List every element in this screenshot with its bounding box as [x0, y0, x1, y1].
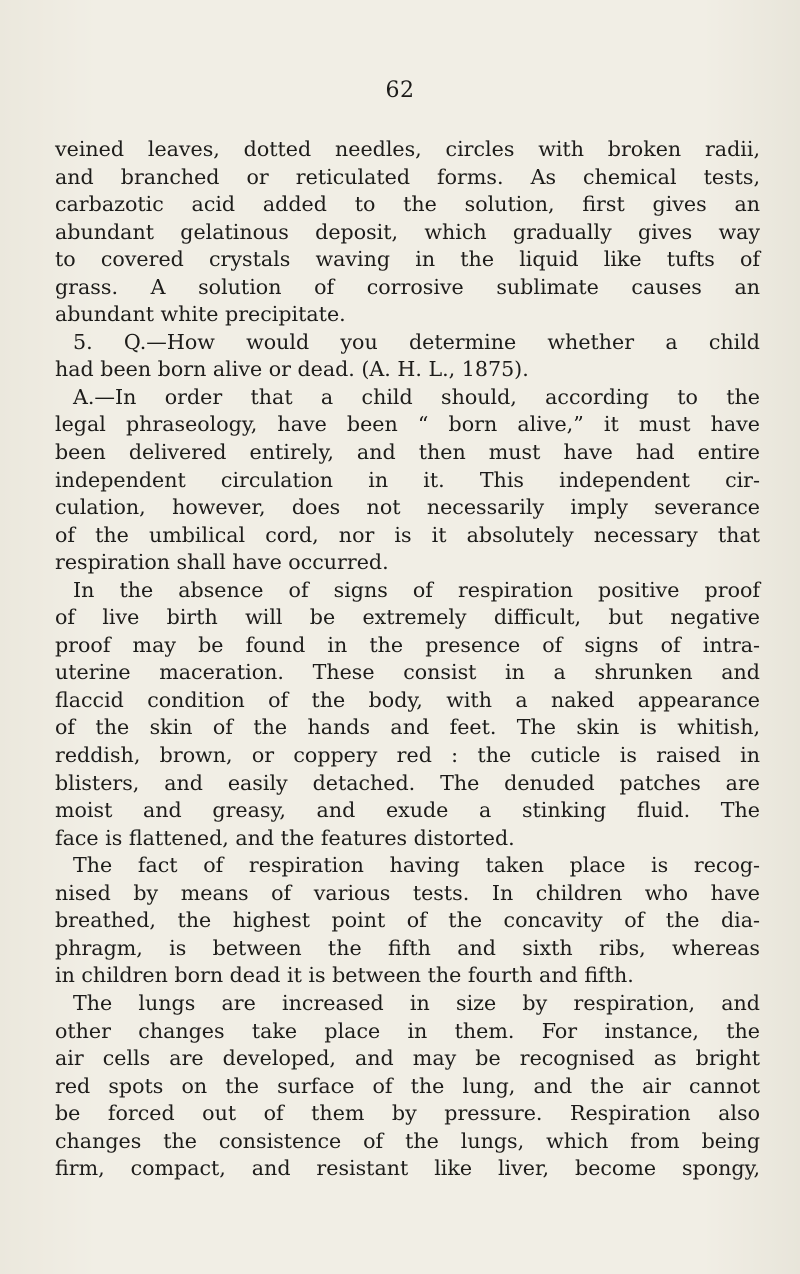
- text-line: independent circulation in it. This independent cir-: [55, 467, 760, 492]
- text-line: be forced out of them by pressure. Respiration also: [55, 1101, 760, 1126]
- text-line: uterine maceration. These consist in a shrunken and: [55, 660, 760, 685]
- text-line: air cells are developed, and may be recognised as bright: [55, 1046, 760, 1071]
- body-text: [55, 136, 760, 1183]
- text-line: carbazotic acid added to the solution, first gives an: [55, 192, 760, 217]
- text-line: The fact of respiration having taken place is recog-: [73, 853, 760, 878]
- text-line: moist and greasy, and exude a stinking fluid. The: [55, 798, 760, 823]
- text-line: firm, compact, and resistant like liver, become spongy,: [55, 1156, 760, 1181]
- text-line: in children born dead it is between the fourth and fifth.: [55, 963, 634, 988]
- text-line: phragm, is between the fifth and sixth ribs, whereas: [55, 935, 760, 960]
- text-line: of live birth will be extremely difficult, but negative: [55, 605, 760, 630]
- text-line: abundant white precipitate.: [55, 302, 346, 327]
- text-line: of the umbilical cord, nor is it absolutely necessary that: [55, 522, 760, 547]
- text-line: grass. A solution of corrosive sublimate causes an: [55, 274, 760, 299]
- text-line: In the absence of signs of respiration positive proof: [73, 577, 760, 602]
- text-line: nised by means of various tests. In children who have: [55, 880, 760, 905]
- page-number: 62: [385, 78, 415, 103]
- text-line: face is flattened, and the features distorted.: [55, 825, 515, 850]
- text-line: red spots on the surface of the lung, and the air cannot: [55, 1073, 760, 1098]
- text-line: been delivered entirely, and then must have had entire: [55, 440, 760, 465]
- text-line: veined leaves, dotted needles, circles with broken radii,: [55, 137, 760, 161]
- text-line: changes the consistence of the lungs, which from being: [55, 1128, 760, 1153]
- text-line: and branched or reticulated forms. As chemical tests,: [55, 164, 760, 189]
- text-line: legal phraseology, have been “ born alive,” it must have: [55, 412, 760, 437]
- text-line: to covered crystals waving in the liquid like tufts of: [55, 247, 760, 272]
- text-line: other changes take place in them. For instance, the: [55, 1018, 760, 1043]
- text-line: 5. Q.—How would you determine whether a child: [73, 329, 760, 354]
- text-line: of the skin of the hands and feet. The skin is whitish,: [55, 715, 760, 740]
- text-line: The lungs are increased in size by respiration, and: [73, 990, 760, 1015]
- text-line: blisters, and easily detached. The denuded patches are: [55, 770, 760, 795]
- text-line: had been born alive or dead. (A. H. L., 1875).: [55, 357, 529, 382]
- text-line: reddish, brown, or coppery red : the cuticle is raised in: [55, 743, 760, 768]
- text-line: proof may be found in the presence of signs of intra-: [55, 632, 760, 657]
- text-line: flaccid condition of the body, with a naked appearance: [55, 687, 760, 712]
- text-line: respiration shall have occurred.: [55, 550, 389, 575]
- text-line: A.—In order that a child should, according to the: [73, 384, 760, 409]
- text-line: culation, however, does not necessarily imply severance: [55, 495, 760, 520]
- text-line: breathed, the highest point of the concavity of the dia-: [55, 908, 760, 933]
- text-line: abundant gelatinous deposit, which gradually gives way: [55, 219, 760, 244]
